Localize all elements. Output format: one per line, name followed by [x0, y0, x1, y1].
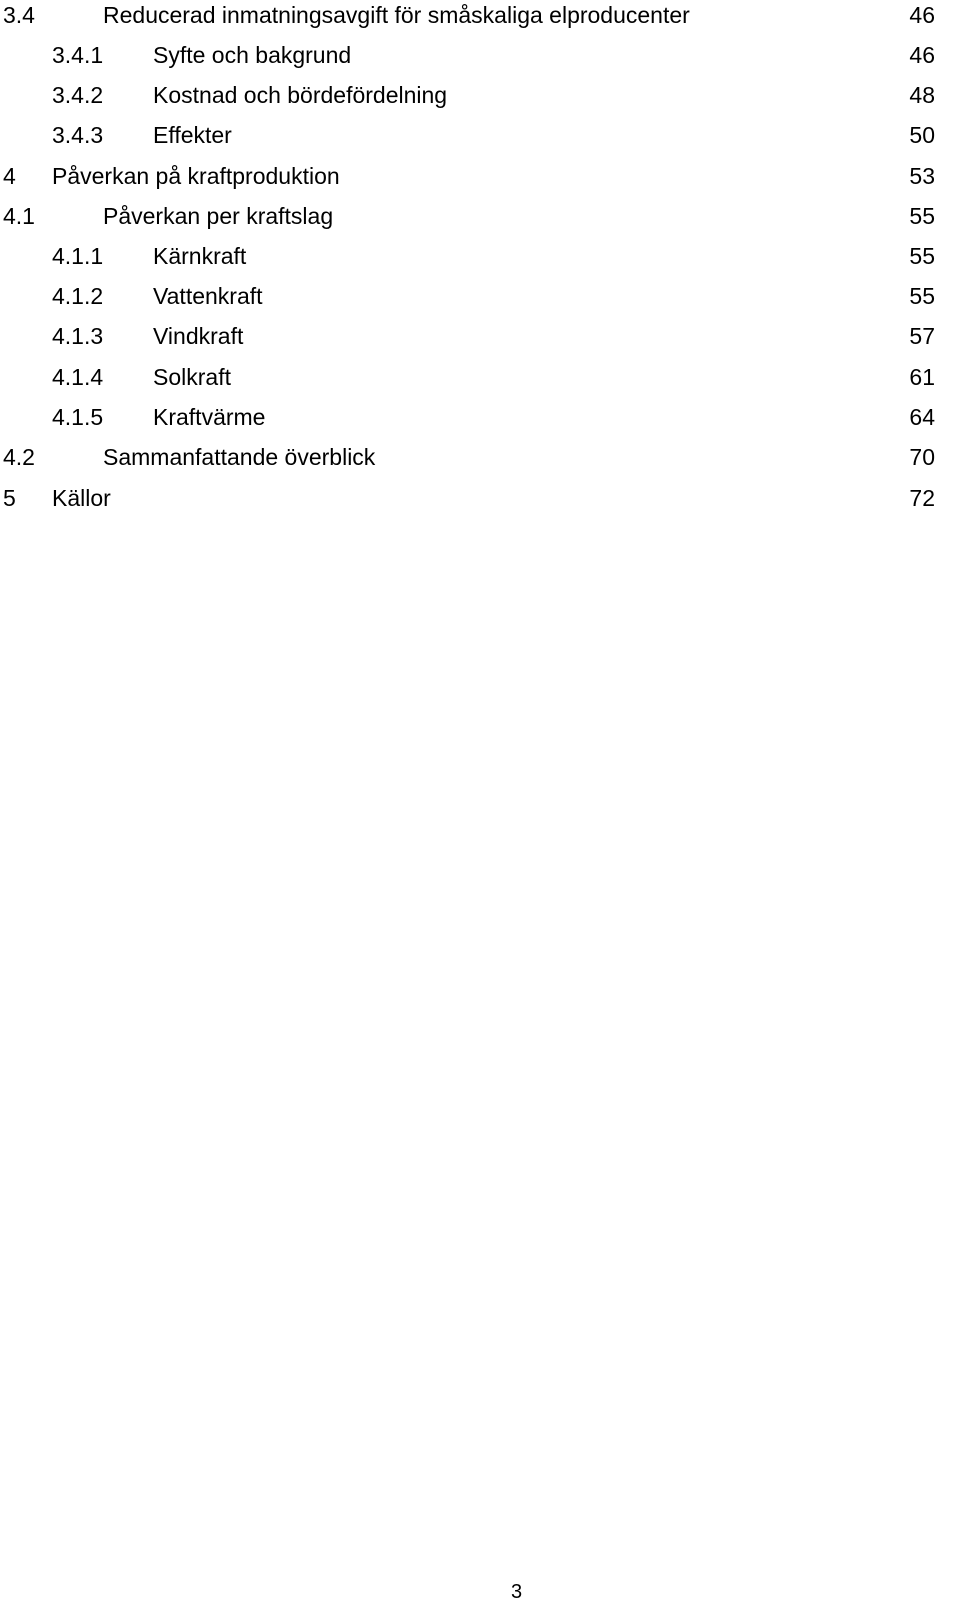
toc-entry-number: 4.1	[3, 203, 35, 229]
toc-entry-4[interactable]	[0, 163, 960, 203]
toc-entry-3-4[interactable]	[0, 2, 960, 42]
toc-entry-number: 4.1.2	[52, 283, 104, 309]
toc-entry-4-1-4[interactable]	[0, 364, 960, 404]
toc-entry-page: 55	[909, 203, 935, 229]
toc-entry-4-1-1[interactable]	[0, 243, 960, 283]
toc-entry-title: Kostnad och bördefördelning	[153, 82, 448, 108]
toc-entry-title: Källor	[52, 485, 111, 511]
toc-entry-number: 4.1.4	[52, 364, 104, 390]
toc-entry-title: Kärnkraft	[153, 243, 247, 269]
toc-entry-number: 3.4.2	[52, 82, 104, 108]
page-number: 3	[510, 1581, 523, 1603]
toc-entry-number: 4.1.5	[52, 404, 104, 430]
toc-entry-4-1-5[interactable]	[0, 404, 960, 444]
toc-entry-4-1-2[interactable]	[0, 283, 960, 323]
toc-entry-page: 72	[909, 485, 935, 511]
toc-entry-page: 55	[909, 283, 935, 309]
toc-entry-page: 61	[909, 364, 935, 390]
toc-entry-number: 3.4	[3, 2, 35, 28]
toc-entry-number: 4.2	[3, 444, 35, 470]
toc-entry-number: 4.1.3	[52, 323, 104, 349]
toc-entry-title: Vindkraft	[153, 323, 244, 349]
toc-entry-number: 4	[3, 163, 16, 189]
toc-entry-title: Reducerad inmatningsavgift för småskaliga elproducenter	[103, 2, 690, 28]
toc-entry-page: 57	[909, 323, 935, 349]
toc-entry-3-4-2[interactable]	[0, 82, 960, 122]
toc-entry-title: Syfte och bakgrund	[153, 42, 352, 68]
toc-entry-number: 4.1.1	[52, 243, 104, 269]
toc-entry-number: 3.4.1	[52, 42, 104, 68]
toc-entry-number: 3.4.3	[52, 122, 104, 148]
toc-entry-page: 55	[909, 243, 935, 269]
toc-entry-page: 50	[909, 122, 935, 148]
toc-entry-4-2[interactable]	[0, 444, 960, 484]
toc-entry-page: 53	[909, 163, 935, 189]
toc-entry-3-4-3[interactable]	[0, 122, 960, 162]
toc-entry-title: Påverkan på kraftproduktion	[52, 163, 340, 189]
toc-entry-page: 70	[909, 444, 935, 470]
toc-entry-number: 5	[3, 485, 16, 511]
toc-entry-4-1-3[interactable]	[0, 323, 960, 363]
toc-entry-5[interactable]	[0, 485, 960, 525]
toc-entry-title: Sammanfattande överblick	[103, 444, 376, 470]
toc-entry-title: Påverkan per kraftslag	[103, 203, 334, 229]
toc-entry-title: Effekter	[153, 122, 232, 148]
toc-entry-3-4-1[interactable]	[0, 42, 960, 82]
toc-entry-page: 48	[909, 82, 935, 108]
toc-entry-4-1[interactable]	[0, 203, 960, 243]
toc-entry-title: Solkraft	[153, 364, 231, 390]
toc-entry-title: Kraftvärme	[153, 404, 266, 430]
toc-entry-page: 46	[909, 42, 935, 68]
toc-entry-page: 46	[909, 2, 935, 28]
toc-entry-title: Vattenkraft	[153, 283, 263, 309]
toc-entry-page: 64	[909, 404, 935, 430]
